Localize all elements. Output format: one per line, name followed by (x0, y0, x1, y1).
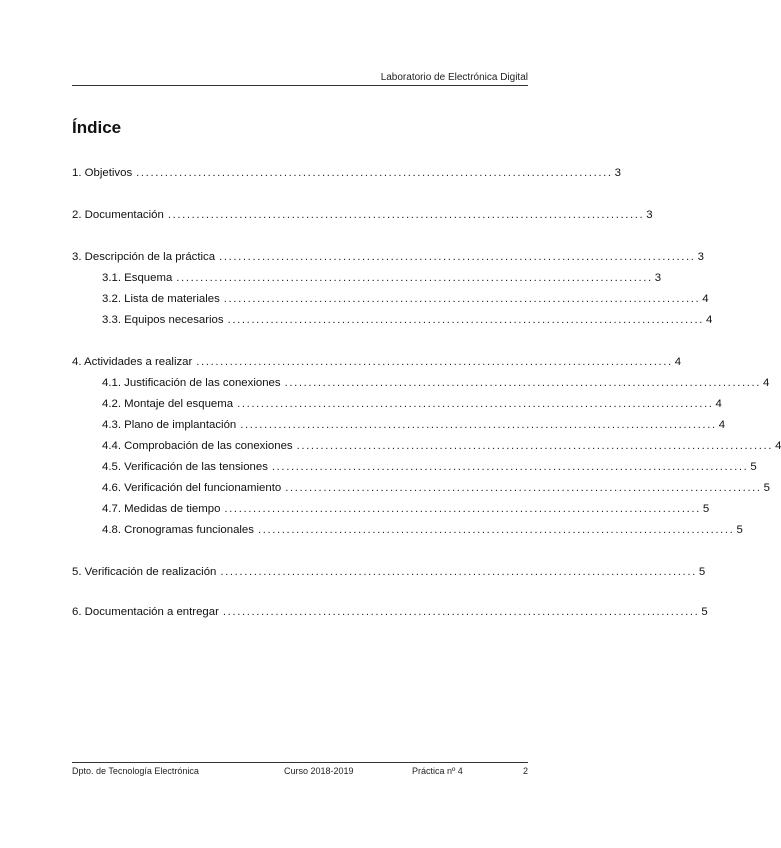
toc-entry-comprobacion[interactable] (102, 440, 781, 452)
toc-entry-justificacion[interactable] (102, 377, 770, 389)
toc-entry-label: 4.5. Verificación de las tensiones (102, 461, 268, 473)
toc-entry-medidas[interactable] (102, 503, 710, 515)
toc-entry-page: 4 (718, 419, 726, 431)
toc-entry-tensiones[interactable] (102, 461, 757, 473)
toc-entry-page: 5 (750, 461, 757, 473)
toc-entry-label: 1. Objetivos (72, 167, 133, 179)
toc-entry-label: 6. Documentación a entregar (72, 606, 219, 618)
toc-entry-label: 3.1. Esquema (102, 272, 173, 284)
toc-entry-esquema[interactable] (102, 272, 662, 284)
toc-entry-page: 5 (763, 482, 771, 494)
toc-entry-page: 5 (701, 606, 708, 618)
toc-entry-label: 4.1. Justificación de las conexiones (102, 377, 281, 389)
toc-entry-label: 2. Documentación (72, 209, 164, 221)
toc-leader-dots: .................................................................................................... (285, 482, 762, 494)
toc-entry-page: 3 (697, 251, 704, 263)
footer-practice: Práctica nº 4 (412, 766, 463, 776)
toc-entry-funcionamiento[interactable] (102, 482, 771, 494)
toc-entry-label: 4.4. Comprobación de las conexiones (102, 440, 293, 452)
header-title: Laboratorio de Electrónica Digital (380, 72, 528, 83)
toc-entry-plano[interactable] (102, 419, 726, 431)
toc-entry-page: 4 (715, 398, 722, 410)
toc-entry-page: 4 (775, 440, 781, 452)
toc-leader-dots: .................................................................................................... (196, 356, 673, 368)
toc-leader-dots: .................................................................................................... (219, 251, 696, 263)
toc-leader-dots: .................................................................................................... (167, 209, 645, 221)
toc-leader-dots: .................................................................................................... (222, 606, 700, 618)
toc-entry-lista-materiales[interactable] (102, 293, 709, 305)
toc-entry-page: 4 (706, 314, 713, 326)
toc-leader-dots: .................................................................................................... (223, 293, 701, 305)
footer-department: Dpto. de Tecnología Electrónica (72, 766, 199, 776)
toc-entry-page: 4 (763, 377, 770, 389)
toc-leader-dots: .................................................................................................... (224, 503, 701, 515)
toc-entry-label: 4.6. Verificación del funcionamiento (102, 482, 282, 494)
toc-entry-label: 4.8. Cronogramas funcionales (102, 524, 254, 536)
toc-entry-label: 4. Actividades a realizar (72, 356, 193, 368)
footer-page-number: 2 (522, 766, 528, 776)
toc-entry-page: 5 (698, 566, 706, 578)
toc-leader-dots: .................................................................................................... (237, 398, 714, 410)
toc-leader-dots: .................................................................................................... (257, 524, 735, 536)
toc-entry-objetivos[interactable] (72, 167, 621, 179)
toc-leader-dots: .................................................................................................... (271, 461, 749, 473)
toc-entry-label: 5. Verificación de realización (72, 566, 217, 578)
toc-leader-dots: .................................................................................................... (296, 440, 774, 452)
toc-entry-label: 3.2. Lista de materiales (102, 293, 220, 305)
toc-leader-dots: .................................................................................................... (227, 314, 705, 326)
toc-entry-cronogramas[interactable] (102, 524, 743, 536)
toc-entry-actividades[interactable] (72, 356, 682, 368)
toc-leader-dots: .................................................................................................... (176, 272, 653, 284)
toc-entry-page: 3 (614, 167, 621, 179)
toc-leader-dots: .................................................................................................... (240, 419, 717, 431)
toc-entry-page: 3 (654, 272, 662, 284)
toc-leader-dots: .................................................................................................... (220, 566, 697, 578)
toc-leader-dots: .................................................................................................... (284, 377, 762, 389)
toc-entry-documentacion-entregar[interactable] (72, 606, 708, 618)
toc-entry-label: 4.2. Montaje del esquema (102, 398, 234, 410)
toc-entry-page: 3 (646, 209, 653, 221)
toc-entry-equipos[interactable] (102, 314, 713, 326)
footer-rule (72, 762, 528, 763)
toc-entry-page: 4 (702, 293, 709, 305)
page-title: Índice (72, 118, 122, 137)
toc-entry-descripcion[interactable] (72, 251, 704, 263)
toc-entry-montaje[interactable] (102, 398, 722, 410)
footer-course: Curso 2018-2019 (284, 766, 354, 776)
toc-entry-label: 3. Descripción de la práctica (72, 251, 216, 263)
toc-entry-documentacion[interactable] (72, 209, 653, 221)
toc-entry-label: 4.7. Medidas de tiempo (102, 503, 221, 515)
toc-entry-label: 3.3. Equipos necesarios (102, 314, 224, 326)
toc-entry-page: 4 (674, 356, 682, 368)
toc-entry-page: 5 (736, 524, 743, 536)
toc-entry-label: 4.3. Plano de implantación (102, 419, 237, 431)
header-rule (72, 85, 528, 86)
toc-entry-page: 5 (702, 503, 710, 515)
toc-leader-dots: .................................................................................................... (136, 167, 613, 179)
toc-entry-verificacion-realizacion[interactable] (72, 566, 706, 578)
